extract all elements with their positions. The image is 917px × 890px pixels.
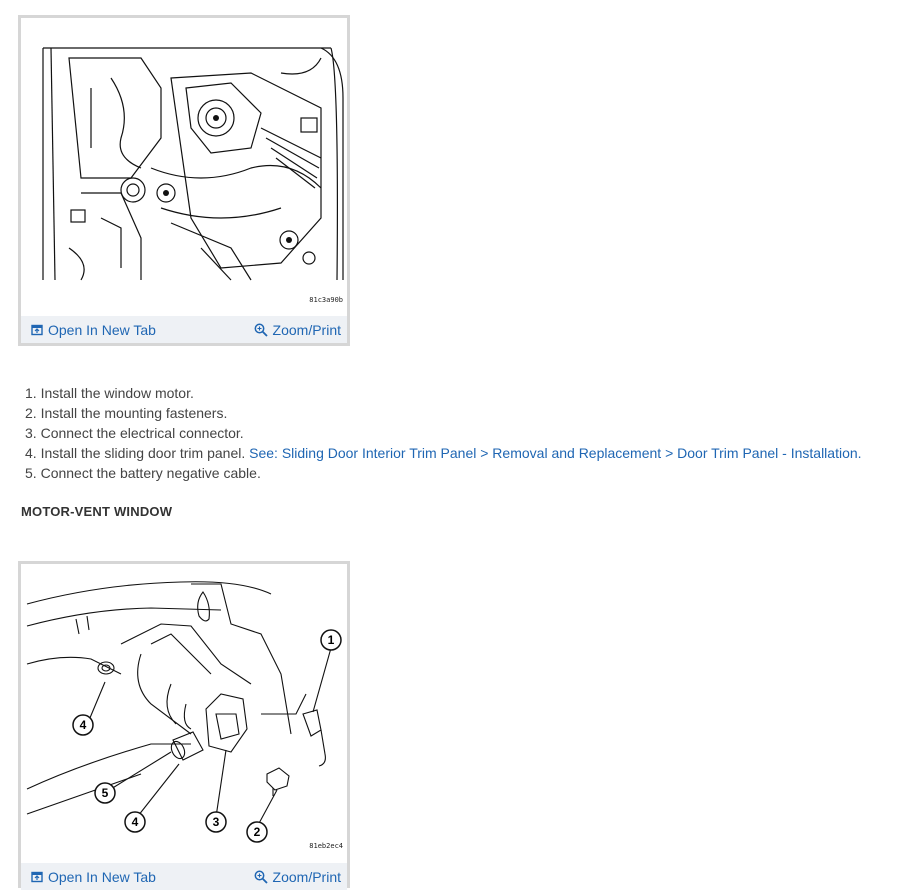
figure-toolbar: [21, 316, 347, 343]
window-motor-diagram: [21, 18, 347, 318]
step-item: 4. Install the sliding door trim panel. See: Sliding Door Interior Trim Panel > Removal and Replacement > Door Trim Panel - Installation.: [25, 445, 862, 461]
zoom-magnifier-icon: [254, 870, 268, 884]
motor-vent-window-illustration: [21, 564, 347, 854]
figure-motor-vent-window: [18, 561, 350, 888]
zoom-print-label: Zoom/Print: [272, 868, 341, 885]
section-heading: MOTOR-VENT WINDOW: [21, 504, 173, 519]
motor-vent-window-diagram: [21, 564, 347, 864]
zoom-print-link[interactable]: [254, 869, 341, 885]
open-new-tab-icon: [31, 324, 43, 336]
callout-5: 5: [101, 786, 109, 800]
figure-code: 81eb2ec4: [309, 842, 343, 850]
open-in-new-tab-label: Open In New Tab: [48, 321, 156, 338]
step-item: 3. Connect the electrical connector.: [25, 425, 244, 441]
callout-1: 1: [327, 633, 335, 647]
figure-code: 81c3a90b: [309, 296, 343, 304]
callout-3: 3: [212, 815, 220, 829]
callout-4-grommet: 4: [79, 718, 87, 732]
figure-window-motor: [18, 15, 350, 346]
zoom-print-label: Zoom/Print: [272, 321, 341, 338]
callout-2: 2: [253, 825, 261, 839]
zoom-magnifier-icon: [254, 323, 268, 337]
installation-steps: [25, 383, 862, 483]
figure-toolbar: [21, 863, 347, 890]
window-motor-illustration: [21, 18, 347, 318]
step-item: 2. Install the mounting fasteners.: [25, 405, 228, 421]
open-in-new-tab-link[interactable]: [31, 322, 156, 338]
open-in-new-tab-label: Open In New Tab: [48, 868, 156, 885]
callout-labels: [73, 630, 341, 842]
zoom-print-link[interactable]: [254, 322, 341, 338]
step-item: 5. Connect the battery negative cable.: [25, 465, 261, 481]
callout-4-gear: 4: [131, 815, 139, 829]
step-item: 1. Install the window motor.: [25, 385, 194, 401]
open-new-tab-icon: [31, 871, 43, 883]
open-in-new-tab-link[interactable]: [31, 869, 156, 885]
trim-panel-installation-link[interactable]: See: Sliding Door Interior Trim Panel > Removal and Replacement > Door Trim Panel - Installation.: [249, 445, 862, 461]
